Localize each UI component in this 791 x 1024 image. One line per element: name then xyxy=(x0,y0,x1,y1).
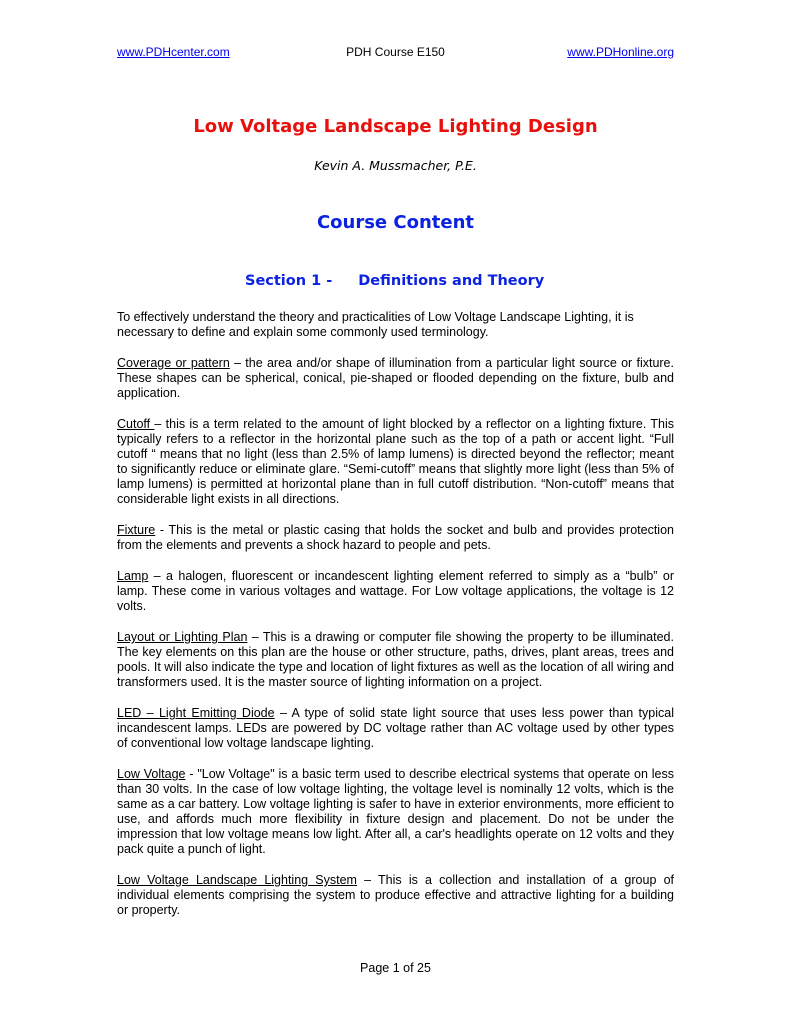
definition-text: - "Low Voltage" is a basic term used to describe electrical systems that operate on less than 30 volts. In the case of low voltage lighting, the voltage level is nominally 12 volts, which is the same as a car battery. Low voltage lighting is safer to have in exterior environments, more efficient to use, and affords much more flexibility in fixture design and placement. Do not be under the impression that low voltage means low light. After all, a car's headlights operate on 12 volts and they pack quite a punch of light. xyxy=(117,767,675,856)
definition-term: Layout or Lighting Plan xyxy=(117,630,248,644)
definition-term: Fixture xyxy=(117,523,156,537)
page-number: Page 1 of 25 xyxy=(360,961,431,975)
definition-term: Coverage or pattern xyxy=(117,356,230,370)
definition-text: – this is a term related to the amount of light blocked by a reflector on a lighting fixture. This typically refers to a reflector in the horizontal plane such as the top of a path or accent light. “Full cutoff “ means that no light (less than 2.5% of lamp lumens) is directed beyond the reflector; meant to significantly reduce or eliminate glare. “Semi-cutoff” means that slightly more light (less than 5% of lamp lumens) is permitted at horizontal plane than in full cutoff distribution. “Non-cutoff” means that considerable light exists in all directions. xyxy=(117,417,674,506)
intro-paragraph: To effectively understand the theory and practicalities of Low Voltage Landscape Lighting, it is necessary to define and explain some commonly used terminology. xyxy=(117,310,634,339)
definition-paragraph xyxy=(117,767,674,857)
definition-term: Low Voltage xyxy=(117,767,186,781)
definition-term: Lamp xyxy=(117,569,149,583)
definition-term: LED – Light Emitting Diode xyxy=(117,706,275,720)
section-number: Section 1 - xyxy=(245,273,333,289)
author-name: Kevin A. Mussmacher, P.E. xyxy=(314,158,477,173)
definition-term: Low Voltage Landscape Lighting System xyxy=(117,873,357,887)
definition-paragraph xyxy=(117,569,674,614)
pdhonline-link[interactable]: www.PDHonline.org xyxy=(567,45,674,59)
definition-paragraph xyxy=(117,873,674,918)
section-title: Definitions and Theory xyxy=(358,273,545,289)
definition-text: – This is a drawing or computer file showing the property to be illuminated. The key elements on this plan are the house or other structure, paths, drives, plant areas, trees and pools. It will also indicate the type and location of light fixtures as well as the location of all wiring and transformers used. It is the master source of lighting information on a project. xyxy=(117,630,674,689)
definition-paragraph xyxy=(117,523,674,553)
section-heading xyxy=(245,273,544,289)
definition-paragraph xyxy=(117,630,674,690)
page-header xyxy=(117,45,674,61)
definition-paragraph xyxy=(117,706,674,751)
course-code: PDH Course E150 xyxy=(346,45,445,59)
definition-text: – a halogen, fluorescent or incandescent lighting element referred to simply as a “bulb” or lamp. These come in various voltages and wattage. For Low voltage applications, the voltage is 12 volts. xyxy=(117,569,674,613)
definition-text: - This is the metal or plastic casing that holds the socket and bulb and provides protection from the elements and prevents a shock hazard to people and pets. xyxy=(117,523,674,552)
definition-paragraph xyxy=(117,356,674,401)
definition-paragraph xyxy=(117,417,674,507)
definition-text: – This is a collection and installation of a group of individual elements comprising the system to produce effective and attractive lighting for a building or property. xyxy=(117,873,675,917)
definition-term: Cutoff xyxy=(117,417,155,431)
definition-text: – A type of solid state light source that uses less power than typical incandescent lamps. LEDs are powered by DC voltage rather than AC voltage used by other types of conventional low voltage landscape lighting. xyxy=(117,706,674,750)
course-content-heading: Course Content xyxy=(316,212,475,233)
document-title: Low Voltage Landscape Lighting Design xyxy=(193,116,598,137)
pdhcenter-link[interactable]: www.PDHcenter.com xyxy=(117,45,230,59)
definition-text: – the area and/or shape of illumination from a particular light source or fixture. These shapes can be spherical, conical, pie-shaped or flooded depending on the fixture, bulb and application. xyxy=(117,356,674,400)
document-body xyxy=(117,310,674,934)
